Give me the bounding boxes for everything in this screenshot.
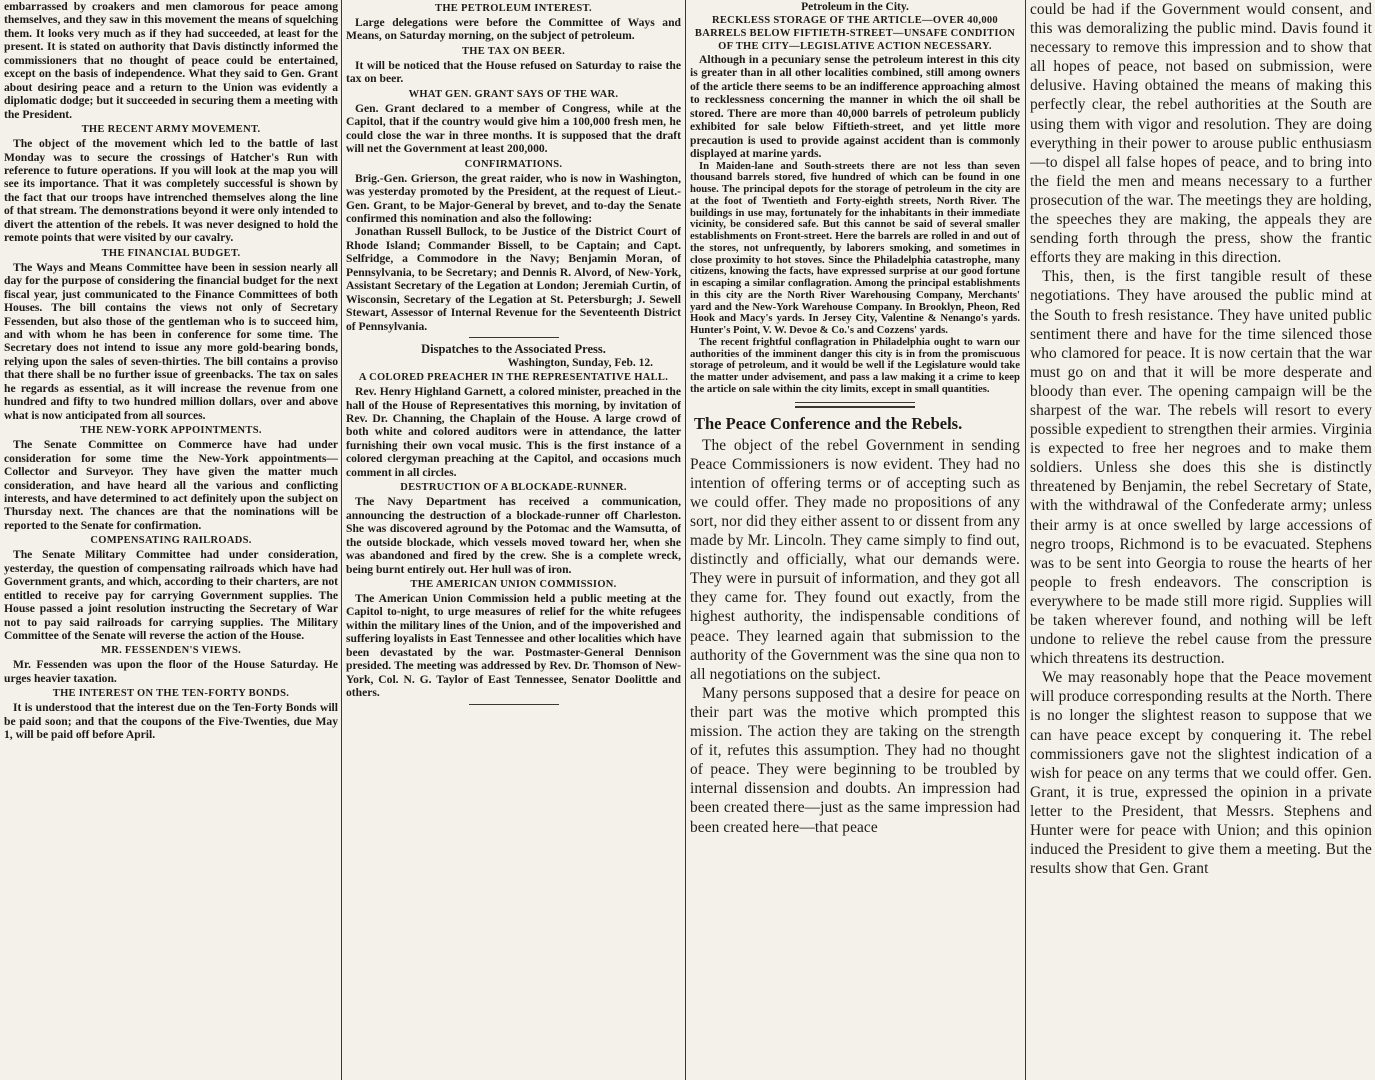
paragraph: The Senate Committee on Commerce have had under consideration for some time the New-York appointments—Collector and Surveyor. They have given the matter much consideration, and have heard all the various and conflicting interests, and have determined to act definitely upon the subject on Thursday next. The chances are that the nominations will be reported to the Senate for confirmation. [4,438,338,532]
paragraph: The Ways and Means Committee have been in session nearly all day for the purpose of considering the financial budget for the next fiscal year, just communicated to the Finance Committees of both Houses. The bill contains the views not only of Secretary Fessenden, but also those of the gentleman who is to succeed him, and with whom he has been in conference for some time. The Secretary does not intend to issue any more gold-bearing bonds, relying upon the sales of seven-thirties. The bill contains a proviso that there shall be no further issue of greenbacks. The tax on sales he regards as essential, as it will increase the revenue from one hundred and fifty to two hundred million dollars, over and above what is now anticipated from all sources. [4,260,338,422]
column-rule [341,0,342,1080]
section-heading: MR. FESSENDEN'S VIEWS. [100,645,242,657]
section-heading: CONFIRMATIONS. [464,158,563,170]
section-heading: COMPENSATING RAILROADS. [90,535,252,547]
paragraph: This, then, is the first tangible result of these negotiations. They have aroused the public mind at the South to fresh resistance. They have united public sentiment there and have for the time silenced those who clamored for peace. It is now certain that the war must go on and that it will be more desperate and bloody than ever. The opening campaign will be the sharpest of the war. The rebels will resort to every possible expedient to strengthen their armies. Virginia is expected to free her negroes and to make them soldiers. Unless she does this she is distinctly threatened by Benjamin, the rebel Secretary of State, with the withdrawal of the Confederate army; unless their army is at once swelled by large accessions of negro troops, Richmond is to be evacuated. Stephens was to be sent into Georgia to rouse the hearts of her people to fresh endeavors. The conscription is everywhere to be made still more rigid. Supplies will be taken wherever found, and nothing will be left undone to relieve the rebel cause from the pressure which threatens its destruction. [1030,268,1372,668]
paragraph: Jonathan Russell Bullock, to be Justice of the District Court of Rhode Island; Commander Bissell, to be Captain; and Capt. Selfridge, a Commodore in the Navy; Benjamin Moran, of Pennsylvania, to be Secretary; and Dennis R. Alvord, of New-York, Assistant Secretary of the Legation at London; Jeremiah Curtin, of Wisconsin, Secretary of the Legation at St. Petersburgh; J. Sewell Stewart, Assessor of Internal Revenue for the Seventeenth District of Pennsylvania. [346,225,681,333]
paragraph: We may reasonably hope that the Peace movement will produce corresponding results at the North. There is no longer the slightest reason to suppose that we can have peace except by conquering it. The rebel commissioners gave not the slightest indication of a wish for peace on any terms that we could offer. Gen. Grant, it is true, expressed the opinion in a private letter to the President, that Messrs. Stephens and Hunter were for peace with Union; and this opinion induced the President to give them a meeting. But the results show that Gen. Grant [1030,669,1372,878]
divider [469,704,559,705]
section-heading: THE FINANCIAL BUDGET. [101,247,241,259]
section-heading: THE NEW-YORK APPOINTMENTS. [80,425,262,437]
section-heading: DESTRUCTION OF A BLOCKADE-RUNNER. [400,482,627,494]
column-4 [1030,0,1372,1080]
paragraph: Many persons supposed that a desire for peace on their part was the motive which prompted this mission. The action they are taking on the strength of it, refutes this assumption. They had no thought of peace. They were beginning to be troubled by internal dissension and doubts. An impression had been created there—just as the same impression had been created here—that peace [690,684,1020,836]
paragraph: Rev. Henry Highland Garnett, a colored minister, preached in the hall of the House of Representatives this morning, by invitation of Rev. Dr. Channing, the Chaplain of the House. A large crowd of both white and colored auditors were in attendance, the latter furnishing their own vocal music. This is the first instance of a colored clergyman preaching at the Capitol, and occasions much comment in all circles. [346,385,681,479]
paragraph: The object of the movement which led to the battle of last Monday was to secure the crossings of Hatcher's Run with reference to future operations. If you will look at the map you will see its importance. That it was completely successful is shown by the fact that our troops have intrenched themselves along the line of that stream. The demonstrations beyond it were only intended to divert the attention of the rebels. It was never designed to hold the remote points that were visited by our cavalry. [4,137,338,245]
column-2 [346,0,681,1080]
section-heading: THE INTEREST ON THE TEN-FORTY BONDS. [52,688,290,700]
paragraph: could be had if the Government would consent, and this was demoralizing the public mind. Davis found it necessary to remove this impression and to show that all hopes of peace, not based on submission, were delusive. Having obtained the means of making this perfectly clear, the rebel authorities at the South are using them with vigor and resolution. They are doing everything in their power to arouse public enthusiasm—to dispel all false hopes of peace, and to bring into the field the men and means necessary to a further prosecution of the war. The meetings they are holding, the speeches they are making, the appeals they are sending forth through the press, show the frantic efforts they are making in this direction. [1030,1,1372,267]
paragraph: The object of the rebel Government in sending Peace Commissioners is now evident. They had no intention of offering terms or of accepting such as we could offer. They made no propositions of any sort, nor did they either assent to or dissent from any made by Mr. Lincoln. They came simply to find out, distinctly and officially, what our demands were. They were in pursuit of information, and they got all they came for. They found out exactly, from the highest authority, the indispensable conditions of peace. They learned again that submission to the authority of the Government was the sine qua non to all negotiations on the subject. [690,436,1020,683]
paragraph: Although in a pecuniary sense the petroleum interest in this city is greater than in all other localities combined, still among owners of the article there seems to be an indifference approaching almost to recklessness concerning the manner in which the oil shall be stored. There are more than 40,000 barrels of petroleum publicly exhibited for sale below Fiftieth-street, and yet little more precaution is used to provide against accident than is commonly displayed at marine yards. [690,53,1020,161]
dispatch-heading: Dispatches to the Associated Press. [421,342,606,357]
article-title: Petroleum in the City. [801,1,909,13]
article-subhead: RECKLESS STORAGE OF THE ARTICLE—OVER 40,000 BARRELS BELOW FIFTIETH-STREET—UNSAFE CONDITION OF THE CITY—LEGISLATIVE ACTION NECESSARY. [694,15,1016,52]
section-heading: A COLORED PREACHER IN THE REPRESENTATIVE HALL. [358,372,669,384]
paragraph: In Maiden-lane and South-streets there are not less than seven thousand barrels stored, five hundred of which can be found in one house. The principal depots for the storage of petroleum in the city are at the foot of Twentieth and Forty-eighth streets, North River. The buildings in use may, fortunately for the inhabitants in their immediate vicinity, be considered safe. But this cannot be said of several smaller establishments on Front-street. Here the barrels are rolled in and out of the stores, not unfrequently, by laborers smoking, and sometimes in close proximity to hot stoves. Since the Philadelphia catastrophe, many citizens, knowing the facts, have expressed surprise at our good fortune in escaping a similar conflagration. Among the principal establishments in this city are the North River Warehousing Company, Merchants' yard and the New-York Warehouse Company. In Brooklyn, Pheon, Red Hook and Macy's yards. In Jersey City, Valentine & Nenango's yards. Hunter's Point, V. W. Devoe & Co.'s and Cozzens' yards. [690,159,1020,337]
paragraph: Mr. Fessenden was upon the floor of the House Saturday. He urges heavier taxation. [4,658,338,685]
editorial-heading: The Peace Conference and the Rebels. [694,413,963,433]
dateline: Washington, Sunday, Feb. 12. [507,357,653,370]
paragraph: The recent frightful conflagration in Philadelphia ought to warn our authorities of the imminent danger this city is in from the promiscuous storage of petroleum, and it would be well if the Legislature would take the matter under advisement, and pass a law making it a crime to keep the article on sale within the city limits, except in small quantities. [690,335,1020,395]
column-rule [685,0,686,1080]
column-3 [690,0,1020,1080]
paragraph: The Navy Department has received a communication, announcing the destruction of a blockade-runner off Charleston. She was discovered aground by the Potomac and the Wamsutta, of the outside blockade, which vessels moved toward her, when she was abandoned and fired by the crew. She is a complete wreck, being burnt entirely out. Her hull was of iron. [346,495,681,576]
section-heading: WHAT GEN. GRANT SAYS OF THE WAR. [408,88,619,100]
section-heading: THE RECENT ARMY MOVEMENT. [81,124,261,136]
divider [469,337,559,338]
paragraph: The Senate Military Committee had under consideration, yesterday, the question of compensating railroads which have had Government grants, and which, according to their charters, are not entitled to receive pay for carrying Government supplies. The House passed a joint resolution instructing the Secretary of War not to pay said railroads for carrying supplies. The Military Committee of the Senate will reverse the action of the House. [4,548,338,643]
paragraph: It is understood that the interest due on the Ten-Forty Bonds will be paid soon; and that the coupons of the Five-Twenties, due May 1, will be paid off before April. [4,701,338,742]
paragraph: Large delegations were before the Committee of Ways and Means, on Saturday morning, on the subject of petroleum. [346,16,681,43]
column-rule [1025,0,1026,1080]
column-1 [4,0,338,1080]
section-heading: THE PETROLEUM INTEREST. [435,3,592,14]
paragraph: embarrassed by croakers and men clamorous for peace among themselves, and they saw in this movement the means of squelching them. It looks very much as if they had succeeded, at least for the present. It is stated on authority that Davis distinctly informed the commissioners that no thought of peace could be entertained, except on the basis of independence. What they said to Gen. Grant about desiring peace and a return to the Union was evidently a diplomatic dodge; but it succeeded in securing them a meeting with the President. [4,0,338,121]
section-heading: THE AMERICAN UNION COMMISSION. [410,578,617,590]
paragraph: Gen. Grant declared to a member of Congress, while at the Capitol, that if the country would give him a 100,000 fresh men, he could close the war in three months. It is supposed that the draft will net the Government at least 200,000. [346,101,681,156]
section-heading: THE TAX ON BEER. [461,45,566,57]
paragraph: Brig.-Gen. Grierson, the great raider, who is now in Washington, was yesterday promoted by the President, at the request of Lieut.-Gen. Grant, to be Major-General by brevet, and to-day the Senate confirmed this nomination and also the following: [346,171,681,225]
paragraph: The American Union Commission held a public meeting at the Capitol to-night, to urge measures of relief for the white refugees within the military lines of the Union, and of the impoverished and suffering loyalists in East Tennessee and other localities which have been devastated by the war. Postmaster-General Dennison presided. The meeting was addressed by Rev. Dr. Thomson of New-York, Col. N. G. Taylor of East Tennessee, Senator Doolittle and others. [346,591,681,700]
divider [795,402,915,408]
paragraph: It will be noticed that the House refused on Saturday to raise the tax on beer. [346,58,681,86]
